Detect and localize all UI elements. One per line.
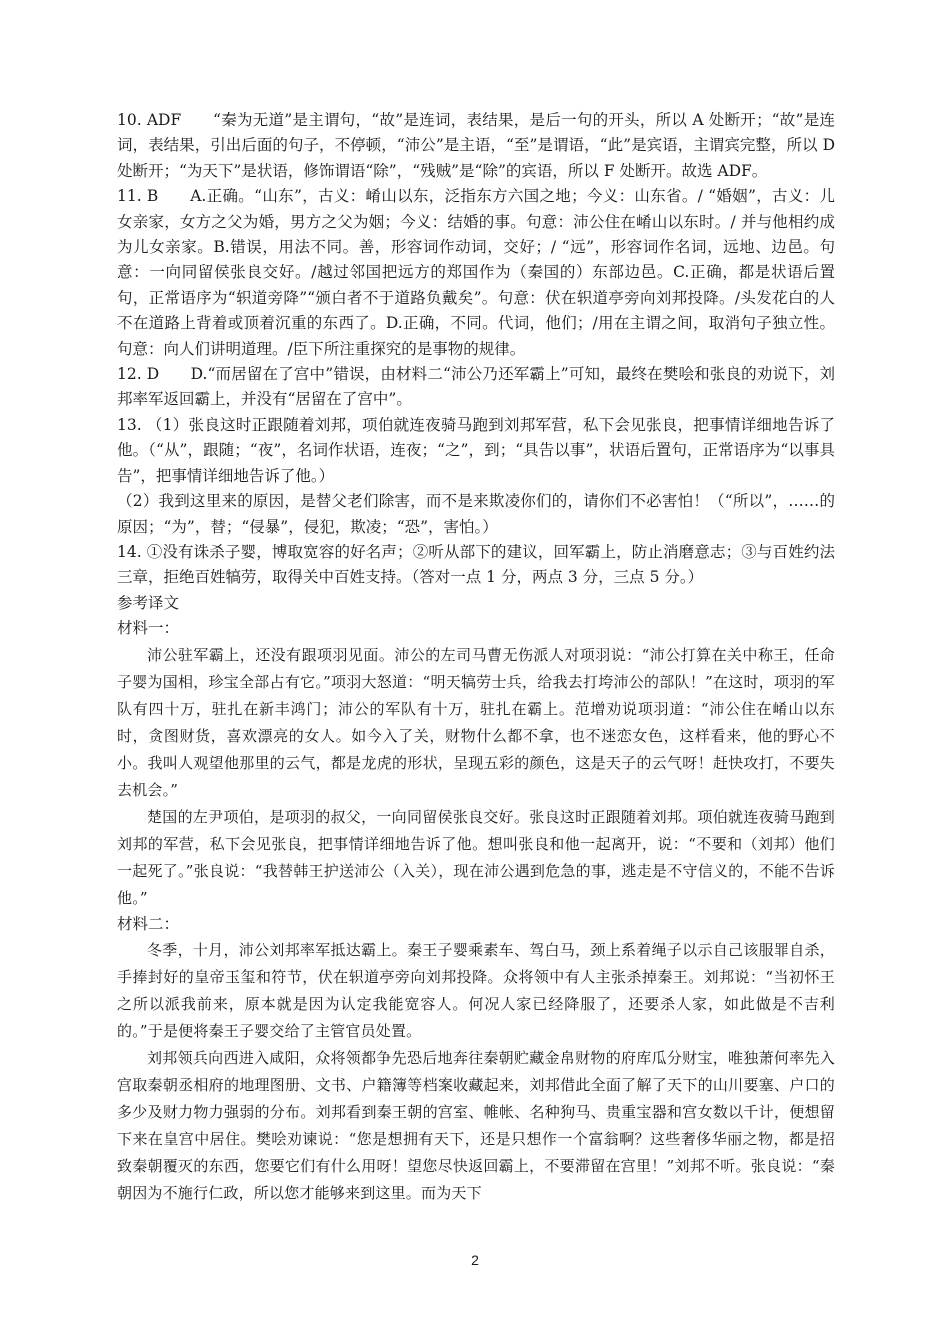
- material-2-paragraph: 冬季，十月，沛公刘邦率军抵达霸上。秦王子婴乘素车、驾白马，颈上系着绳子以示自己该服罪自杀，手捧封好的皇帝玉玺和符节，伏在轵道亭旁向刘邦投降。众将领中有人主张杀掉秦王。刘邦说：“当初怀王之所以派我前来，原本就是因为认定我能宽容人。何况人家已经降服了，还要杀人家，如此做是不吉利的。”于是便将秦王子婴交给了主管官员处置。: [117, 940, 835, 1040]
- translation-title: 参考译文: [117, 593, 180, 612]
- material-2-paragraph: 刘邦领兵向西进入咸阳，众将领都争先恐后地奔往秦朝贮藏金帛财物的府库瓜分财宝，唯独萧何率先入宫取秦朝丞相府的地理图册、文书、户籍簿等档案收藏起来，刘邦借此全面了解了天下的山川要塞、户口的多少及财力物力强弱的分布。刘邦看到秦王朝的宫室、帷帐、名种狗马、贵重宝器和宫女数以千计，便想留下来在皇宫中居住。樊哙劝谏说：“您是想拥有天下，还是只想作一个富翁啊？这些奢侈华丽之物，都是招致秦朝覆灭的东西，您要它们有什么用呀！望您尽快返回霸上，不要滞留在宫里！”刘邦不听。张良说：“秦朝因为不施行仁政，所以您才能够来到这里。而为天下: [117, 1048, 835, 1202]
- answer-13-part-1: 13. （1）张良这时正跟随着刘邦，项伯就连夜骑马跑到刘邦军营，私下会见张良，把事情详细地告诉了他。（“从”，跟随；“夜”，名词作状语，连夜；“之”，到；“具告以事”，状语后置句，正常语序为“以事具告”，把事情详细地告诉了他。）: [117, 415, 835, 485]
- material-1-translation: [117, 642, 835, 912]
- answer-14: 14. ①没有诛杀子婴，博取宽容的好名声；②听从部下的建议，回军霸上，防止消磨意志；③与百姓约法三章，拒绝百姓犒劳，取得关中百姓支持。（答对一点 1 分，两点 3 分，三点 5 分。）: [117, 542, 835, 587]
- material-1-paragraph: 沛公驻军霸上，还没有跟项羽见面。沛公的左司马曹无伤派人对项羽说：“沛公打算在关中称王，任命子婴为国相，珍宝全部占有它。”项羽大怒道：“明天犒劳士兵，给我去打垮沛公的部队！”在这时，项羽的军队有四十万，驻扎在新丰鸿门；沛公的军队有十万，驻扎在霸上。范增劝说项羽道：“沛公住在崤山以东时，贪图财货，喜欢漂亮的女人。如今入了关，财物什么都不拿，也不迷恋女色，这样看来，他的野心不小。我叫人观望他那里的云气，都是龙虎的形状，呈现五彩的颜色，这是天子的云气呀！赶快攻打，不要失去机会。”: [117, 645, 835, 799]
- answer-section: [117, 108, 835, 591]
- material-2-translation: [117, 937, 835, 1207]
- material-1-label: 材料一：: [117, 619, 180, 638]
- document-page: [117, 108, 835, 1207]
- answer-13-part-2: （2）我到这里来的原因，是替父老们除害，而不是来欺凌你们的，请你们不必害怕！（“所以”，……的原因；“为”，替；“侵暴”，侵犯，欺凌；“恐”，害怕。）: [117, 492, 835, 536]
- material-2-label: 材料二：: [117, 914, 180, 933]
- answer-11: 11. B A.正确。“山东”，古义：崤山以东，泛指东方六国之地；今义：山东省。/ “婚姻”，古义：儿女亲家，女方之父为婚，男方之父为姻；今义：结婚的事。句意：沛公住在崤山以东时。/ 并与他相约成为儿女亲家。B.错误，用法不同。善，形容词作动词，交好；/ “远”，形容词作名词，远地、边邑。句意：一向同留侯张良交好。/越过邻国把远方的郑国作为（秦国的）东部边邑。C.正确，都是状语后置句，正常语序为“轵道旁降”“颁白者不于道路负戴矣”。句意：伏在轵道亭旁向刘邦投降。/头发花白的人不在道路上背着或顶着沉重的东西了。D.正确，不同。代词，他们；/用在主谓之间，取消句子独立性。句意：向人们讲明道理。/臣下所注重探究的是事物的规律。: [117, 187, 835, 358]
- answer-12: 12. D D.“而居留在了宫中”错误，由材料二“沛公乃还军霸上”可知，最终在樊哙和张良的劝说下，刘邦率军返回霸上，并没有“居留在了宫中”。: [117, 365, 835, 409]
- answer-10: 10. ADF “秦为无道”是主谓句，“故”是连词，表结果，是后一句的开头，所以 A 处断开；“故”是连词，表结果，引出后面的句子，不停顿，“沛公”是主语，“至”是谓语，“此”是宾语，主谓宾完整，所以 D 处断开；“为天下”是状语，修饰谓语“除”，“残贼”是“除”的宾语，所以 F 处断开。故选 ADF。: [117, 111, 835, 180]
- page-number: 2: [471, 1252, 479, 1268]
- material-1-paragraph: 楚国的左尹项伯，是项羽的叔父，一向同留侯张良交好。张良这时正跟随着刘邦。项伯就连夜骑马跑到刘邦的军营，私下会见张良，把事情详细地告诉了他。想叫张良和他一起离开，说：“不要和（刘邦）他们一起死了。”张良说：“我替韩王护送沛公（入关），现在沛公遇到危急的事，逃走是不守信义的，不能不告诉他。”: [117, 807, 835, 907]
